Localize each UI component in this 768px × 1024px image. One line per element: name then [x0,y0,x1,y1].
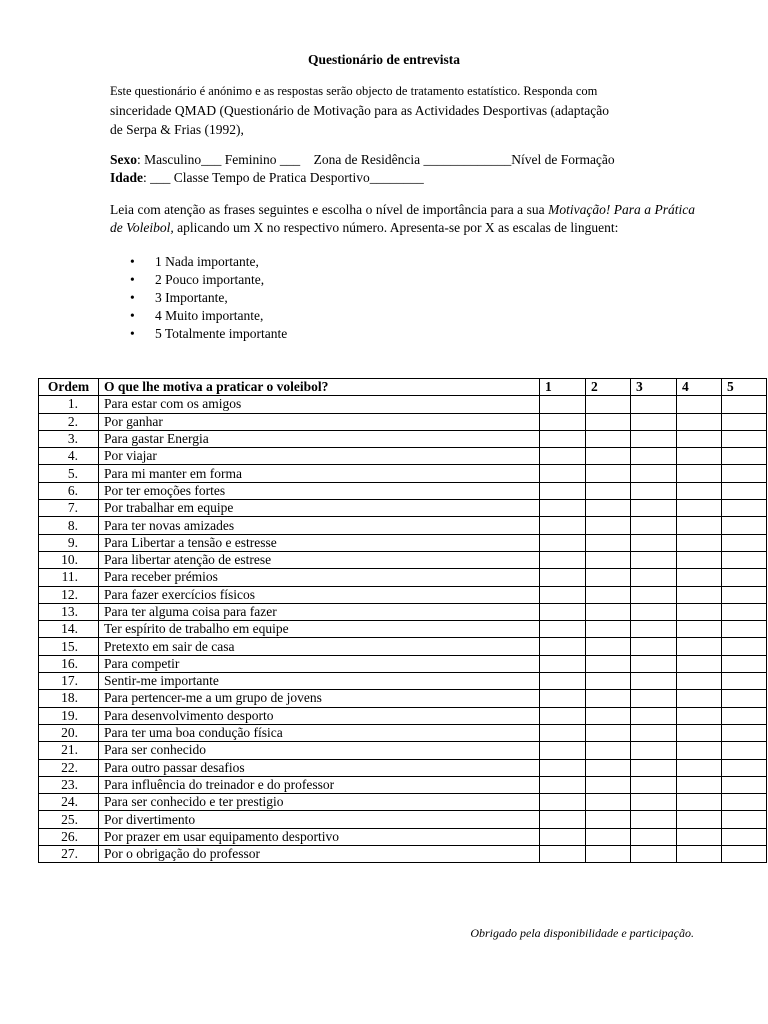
table-row [39,655,767,672]
score-4-header: 4 [677,379,722,396]
score-1-cell[interactable] [540,586,586,603]
score-4-cell[interactable] [677,482,722,499]
score-5-cell[interactable] [722,655,767,672]
table-row [39,586,767,603]
question-text: Por prazer em usar equipamento desportivo [99,828,540,845]
score-4-cell[interactable] [677,655,722,672]
sexo-label: Sexo [110,152,137,167]
question-text: Para competir [99,655,540,672]
score-5-cell[interactable] [722,724,767,741]
score-4-cell[interactable] [677,707,722,724]
score-2-cell[interactable] [586,776,631,793]
question-text: Para ser conhecido [99,742,540,759]
survey-table [38,378,767,863]
question-text: Para outro passar desafios [99,759,540,776]
score-2-cell[interactable] [586,517,631,534]
row-number: 11. [39,569,99,586]
question-text: Para ter novas amizades [99,517,540,534]
score-2-cell[interactable] [586,846,631,863]
score-4-cell[interactable] [677,828,722,845]
score-1-cell[interactable] [540,569,586,586]
row-number: 18. [39,690,99,707]
score-3-cell[interactable] [631,413,677,430]
question-text: Para ter alguma coisa para fazer [99,603,540,620]
table-row [39,846,767,863]
score-4-cell[interactable] [677,517,722,534]
score-3-cell[interactable] [631,569,677,586]
table-row [39,811,767,828]
idade-fields: : ___ Classe Tempo de Pratica Desportivo________ [143,170,424,185]
score-4-cell[interactable] [677,690,722,707]
score-3-cell[interactable] [631,828,677,845]
score-4-cell[interactable] [677,465,722,482]
score-1-cell[interactable] [540,724,586,741]
question-text: Para receber prémios [99,569,540,586]
score-3-cell[interactable] [631,517,677,534]
score-2-cell[interactable] [586,621,631,638]
instructions-paragraph [110,201,695,236]
score-5-cell[interactable] [722,811,767,828]
row-number: 4. [39,448,99,465]
table-row [39,482,767,499]
question-text: Para fazer exercícios físicos [99,586,540,603]
row-number: 19. [39,707,99,724]
intro-paragraph [110,82,695,139]
score-1-cell[interactable] [540,621,586,638]
score-2-cell[interactable] [586,551,631,568]
score-1-cell[interactable] [540,430,586,447]
table-row [39,621,767,638]
score-3-header: 3 [631,379,677,396]
score-1-cell[interactable] [540,673,586,690]
bullet-icon: • [130,272,135,287]
scale-item [130,307,287,325]
ordem-header: Ordem [39,379,99,396]
table-row [39,673,767,690]
question-text: Para gastar Energia [99,430,540,447]
score-2-cell[interactable] [586,448,631,465]
score-4-cell[interactable] [677,603,722,620]
question-text: Para mi manter em forma [99,465,540,482]
score-5-cell[interactable] [722,690,767,707]
score-4-cell[interactable] [677,569,722,586]
table-row [39,500,767,517]
score-4-cell[interactable] [677,811,722,828]
score-3-cell[interactable] [631,794,677,811]
score-3-cell[interactable] [631,811,677,828]
row-number: 16. [39,655,99,672]
instructions-part-2: aplicando um X no respectivo número. Apresenta-se por X as escalas de linguent: [173,219,619,235]
row-number: 25. [39,811,99,828]
score-3-cell[interactable] [631,742,677,759]
score-1-cell[interactable] [540,707,586,724]
intro-line-1: Este questionário é anónimo e as respostas serão objecto de tratamento estatístico. Responda com [110,84,598,98]
score-3-cell[interactable] [631,776,677,793]
score-1-cell[interactable] [540,448,586,465]
table-row [39,724,767,741]
score-3-cell[interactable] [631,534,677,551]
score-5-cell[interactable] [722,465,767,482]
table-row [39,776,767,793]
score-2-cell[interactable] [586,396,631,413]
score-5-cell[interactable] [722,707,767,724]
bullet-icon: • [130,308,135,323]
score-2-cell[interactable] [586,828,631,845]
score-3-cell[interactable] [631,846,677,863]
scale-item-text: 3 Importante, [155,290,228,305]
row-number: 14. [39,621,99,638]
question-text: Para Libertar a tensão e estresse [99,534,540,551]
score-5-cell[interactable] [722,586,767,603]
question-text: Pretexto em sair de casa [99,638,540,655]
score-3-cell[interactable] [631,465,677,482]
row-number: 27. [39,846,99,863]
question-text: Para pertencer-me a um grupo de jovens [99,690,540,707]
score-4-cell[interactable] [677,413,722,430]
score-3-cell[interactable] [631,759,677,776]
score-2-cell[interactable] [586,638,631,655]
scale-item [130,325,287,343]
row-number: 22. [39,759,99,776]
score-2-cell[interactable] [586,724,631,741]
sexo-fields: : Masculino___ Feminino ___ Zona de Residência _____________Nível de Formação [137,152,615,167]
table-row [39,430,767,447]
score-4-cell[interactable] [677,500,722,517]
score-2-cell[interactable] [586,500,631,517]
intro-line-3: de Serpa & Frias (1992), [110,122,244,137]
score-1-header: 1 [540,379,586,396]
table-row [39,794,767,811]
score-2-cell[interactable] [586,742,631,759]
score-1-cell[interactable] [540,638,586,655]
table-row [39,534,767,551]
score-1-cell[interactable] [540,413,586,430]
scale-item-text: 5 Totalmente importante [155,326,288,341]
table-row [39,638,767,655]
score-2-cell[interactable] [586,673,631,690]
score-5-cell[interactable] [722,534,767,551]
score-1-cell[interactable] [540,465,586,482]
table-row [39,413,767,430]
row-number: 9. [39,534,99,551]
idade-line [110,169,710,187]
score-1-cell[interactable] [540,690,586,707]
row-number: 7. [39,500,99,517]
score-2-cell[interactable] [586,586,631,603]
score-4-cell[interactable] [677,638,722,655]
instructions-part-1: Leia com atenção as frases seguintes e escolha o nível de importância para a sua [110,202,549,217]
score-5-cell[interactable] [722,776,767,793]
score-2-cell[interactable] [586,465,631,482]
scale-item [130,253,287,271]
score-5-cell[interactable] [722,413,767,430]
row-number: 3. [39,430,99,447]
question-text: Para desenvolvimento desporto [99,707,540,724]
score-2-cell[interactable] [586,811,631,828]
score-4-cell[interactable] [677,776,722,793]
score-4-cell[interactable] [677,759,722,776]
question-text: Por o obrigação do professor [99,846,540,863]
score-5-cell[interactable] [722,500,767,517]
table-row [39,569,767,586]
row-number: 8. [39,517,99,534]
row-number: 10. [39,551,99,568]
respondent-info [110,151,710,187]
question-text: Por divertimento [99,811,540,828]
score-2-header: 2 [586,379,631,396]
score-4-cell[interactable] [677,534,722,551]
score-4-cell[interactable] [677,742,722,759]
score-5-cell[interactable] [722,448,767,465]
score-5-cell[interactable] [722,638,767,655]
score-4-cell[interactable] [677,794,722,811]
question-text: Sentir-me importante [99,673,540,690]
score-3-cell[interactable] [631,500,677,517]
thank-you-note: Obrigado pela disponibilidade e participação. [470,926,694,940]
score-1-cell[interactable] [540,396,586,413]
score-5-cell[interactable] [722,396,767,413]
table-row [39,465,767,482]
score-5-cell[interactable] [722,828,767,845]
score-3-cell[interactable] [631,551,677,568]
table-row [39,690,767,707]
score-2-cell[interactable] [586,413,631,430]
sexo-line [110,151,710,169]
table-row [39,551,767,568]
score-1-cell[interactable] [540,811,586,828]
score-3-cell[interactable] [631,707,677,724]
table-row [39,448,767,465]
row-number: 26. [39,828,99,845]
score-4-cell[interactable] [677,551,722,568]
score-1-cell[interactable] [540,655,586,672]
score-1-cell[interactable] [540,551,586,568]
table-row [39,707,767,724]
score-4-cell[interactable] [677,673,722,690]
score-3-cell[interactable] [631,603,677,620]
score-3-cell[interactable] [631,724,677,741]
score-1-cell[interactable] [540,742,586,759]
row-number: 6. [39,482,99,499]
row-number: 23. [39,776,99,793]
score-5-cell[interactable] [722,621,767,638]
question-text: Ter espírito de trabalho em equipe [99,621,540,638]
score-3-cell[interactable] [631,673,677,690]
score-1-cell[interactable] [540,482,586,499]
score-4-cell[interactable] [677,724,722,741]
score-5-header: 5 [722,379,767,396]
score-1-cell[interactable] [540,603,586,620]
score-5-cell[interactable] [722,482,767,499]
instructions-italic: Motivação! Para a Prática de Voleibol, [110,202,695,235]
question-text: Para influência do treinador e do professor [99,776,540,793]
question-text: Por ganhar [99,413,540,430]
table-header-row [39,379,767,396]
score-5-cell[interactable] [722,517,767,534]
score-3-cell[interactable] [631,638,677,655]
importance-scale-list [130,253,287,343]
score-5-cell[interactable] [722,551,767,568]
score-4-cell[interactable] [677,586,722,603]
scale-item-text: 2 Pouco importante, [155,272,265,287]
score-2-cell[interactable] [586,430,631,447]
score-3-cell[interactable] [631,621,677,638]
question-text: Por viajar [99,448,540,465]
table-row [39,396,767,413]
scale-item [130,289,287,307]
score-4-cell[interactable] [677,430,722,447]
table-row [39,742,767,759]
question-text: Para ser conhecido e ter prestigio [99,794,540,811]
score-1-cell[interactable] [540,794,586,811]
score-4-cell[interactable] [677,846,722,863]
score-5-cell[interactable] [722,603,767,620]
score-1-cell[interactable] [540,828,586,845]
score-2-cell[interactable] [586,534,631,551]
score-1-cell[interactable] [540,517,586,534]
bullet-icon: • [130,290,135,305]
score-1-cell[interactable] [540,846,586,863]
score-4-cell[interactable] [677,396,722,413]
score-2-cell[interactable] [586,707,631,724]
score-1-cell[interactable] [540,500,586,517]
score-5-cell[interactable] [722,759,767,776]
row-number: 2. [39,413,99,430]
score-4-cell[interactable] [677,448,722,465]
row-number: 15. [39,638,99,655]
question-text: Para estar com os amigos [99,396,540,413]
table-row [39,603,767,620]
table-row [39,828,767,845]
score-1-cell[interactable] [540,534,586,551]
row-number: 24. [39,794,99,811]
row-number: 5. [39,465,99,482]
question-text: Por trabalhar em equipe [99,500,540,517]
score-2-cell[interactable] [586,482,631,499]
score-3-cell[interactable] [631,655,677,672]
bullet-icon: • [130,254,135,269]
score-5-cell[interactable] [722,794,767,811]
score-1-cell[interactable] [540,776,586,793]
question-header: O que lhe motiva a praticar o voleibol? [99,379,540,396]
table-row [39,517,767,534]
score-5-cell[interactable] [722,569,767,586]
row-number: 21. [39,742,99,759]
row-number: 17. [39,673,99,690]
score-2-cell[interactable] [586,759,631,776]
score-5-cell[interactable] [722,430,767,447]
score-3-cell[interactable] [631,482,677,499]
score-5-cell[interactable] [722,846,767,863]
scale-item [130,271,287,289]
scale-item-text: 1 Nada importante, [155,254,259,269]
score-4-cell[interactable] [677,621,722,638]
score-2-cell[interactable] [586,655,631,672]
score-3-cell[interactable] [631,586,677,603]
question-text: Para libertar atenção de estrese [99,551,540,568]
row-number: 1. [39,396,99,413]
score-2-cell[interactable] [586,794,631,811]
score-5-cell[interactable] [722,673,767,690]
score-3-cell[interactable] [631,430,677,447]
question-text: Por ter emoções fortes [99,482,540,499]
score-1-cell[interactable] [540,759,586,776]
score-2-cell[interactable] [586,569,631,586]
intro-line-2: sinceridade QMAD (Questionário de Motivação para as Actividades Desportivas (adaptação [110,103,609,118]
score-5-cell[interactable] [722,742,767,759]
table-row [39,759,767,776]
bullet-icon: • [130,326,135,341]
page-title: Questionário de entrevista [308,52,460,67]
score-3-cell[interactable] [631,690,677,707]
score-3-cell[interactable] [631,448,677,465]
score-2-cell[interactable] [586,690,631,707]
survey-table-body [39,396,767,863]
scale-item-text: 4 Muito importante, [155,308,264,323]
row-number: 13. [39,603,99,620]
idade-label: Idade [110,170,144,185]
score-2-cell[interactable] [586,603,631,620]
row-number: 12. [39,586,99,603]
question-text: Para ter uma boa condução física [99,724,540,741]
row-number: 20. [39,724,99,741]
score-3-cell[interactable] [631,396,677,413]
